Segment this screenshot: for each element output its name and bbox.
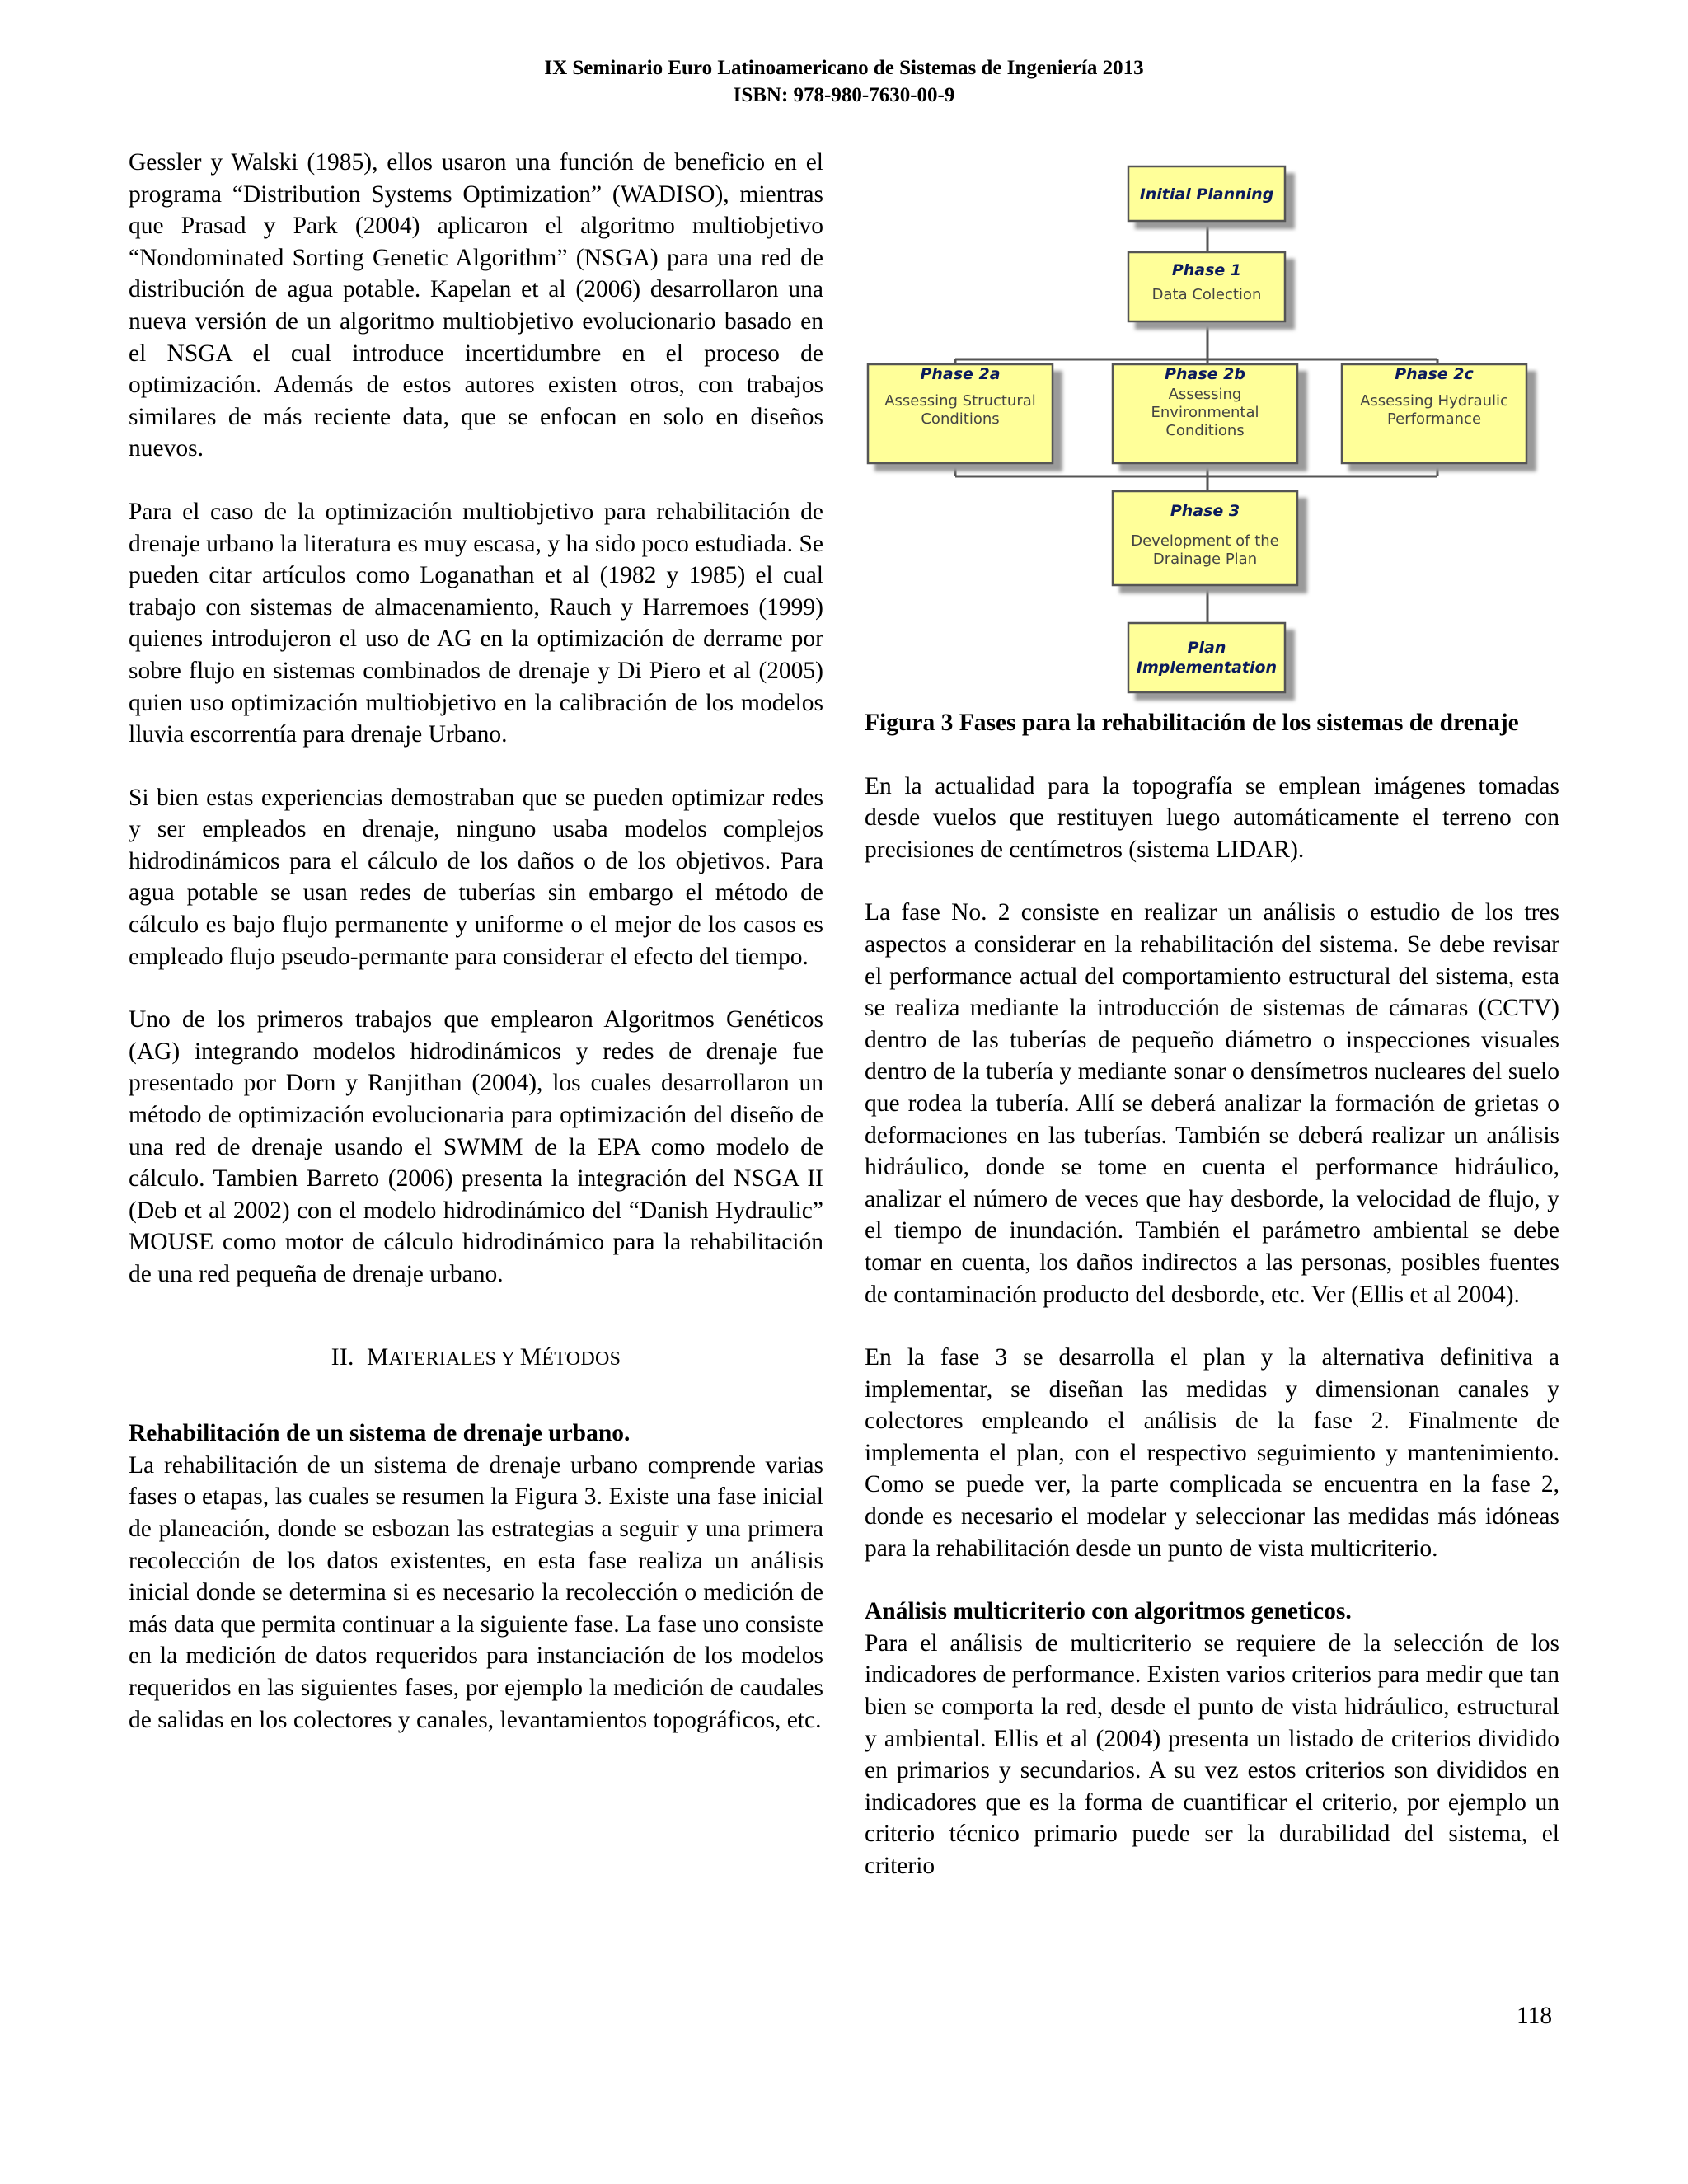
box-phase-1 <box>1128 252 1295 330</box>
right-column <box>865 707 1559 1882</box>
svg-text:Conditions: Conditions <box>1165 422 1245 439</box>
paragraph: Para el análisis de multicriterio se requiere de la selección de los indicadores de performance. Existen varios criterios para medir que tan bien se comporta la red, desde el punto de vista hidráulico, estructural y ambiental. Ellis et al (2004) presenta un listado de criterios dividido en primarios y secundarios. A su vez estos criterios son divididos en indicadores que es la forma de cuantificar el criterio, por ejemplo un criterio técnico primario puede ser la durabilidad del sistema, el criterio <box>865 1629 1559 1879</box>
svg-text:Conditions: Conditions <box>921 410 1000 428</box>
svg-text:Performance: Performance <box>1386 410 1482 428</box>
svg-text:Initial Planning: Initial Planning <box>1139 185 1274 204</box>
page-header <box>0 54 1688 109</box>
svg-text:Plan: Plan <box>1187 639 1226 657</box>
header-isbn: ISBN: 978-980-7630-00-9 <box>733 84 955 106</box>
box-phase-3 <box>1113 491 1307 593</box>
svg-text:Implementation: Implementation <box>1136 658 1278 677</box>
paragraph: En la fase 3 se desarrolla el plan y la alternativa definitiva a implementar, se diseñan las medidas y dimensionan canales y colectores empleando el análisis de la fase 2. Finalmente de implementa el plan, con el respectivo seguimiento y mantenimiento. Como se puede ver, la parte complicada se encuentra en la fase 2, donde es necesario el modelar y seleccionar las medidas más idóneas para la rehabilitación desde un punto de vista multicriterio. <box>865 1344 1559 1562</box>
svg-text:Assessing Hydraulic: Assessing Hydraulic <box>1360 392 1508 410</box>
box-phase-2a <box>868 364 1062 471</box>
paragraph: Gessler y Walski (1985), ellos usaron una función de beneficio en el programa “Distribution Systems Optimization” (WADISO), mientras que Prasad y Park (2004) aplicaron el algoritmo multiobjetivo “Nondominated Sorting Genetic Algorithm” (NSGA) para una red de distribución de agua potable. Kapelan et al (2006) desarrollaron una nueva versión de un algoritmo multiobjetivo evolucionario basado en el NSGA el cual introduce incertidumbre en el proceso de optimización. Además de estos autores existen otros, con trabajos similares de más reciente data, que se enfocan en solo en diseños nuevos. <box>129 149 823 462</box>
subsection-heading: Análisis multicriterio con algoritmos geneticos. <box>865 1598 1352 1625</box>
paragraph: Uno de los primeros trabajos que emplearon Algoritmos Genéticos (AG) integrando modelos hidrodinámicos y redes de drenaje fue presentado por Dorn y Ranjithan (2004), los cuales desarrollaron un método de optimización evolucionaria para optimización del diseño de una red de drenaje usando el SWMM de la EPA como modelo de cálculo. Tambien Barreto (2006) presenta la integración del NSGA II (Deb et al 2002) con el modelo hidrodinámico del “Danish Hydraulic” MOUSE como motor de cálculo hidrodinámico para la rehabilitación de una red pequeña de drenaje urbano. <box>129 1006 823 1287</box>
svg-text:Drainage Plan: Drainage Plan <box>1152 551 1258 568</box>
svg-text:Data Colection: Data Colection <box>1151 286 1262 303</box>
box-phase-2b <box>1113 364 1307 471</box>
figure-caption: Figura 3 Fases para la rehabilitación de los sistemas de drenaje <box>865 710 1519 736</box>
svg-text:Assessing: Assessing <box>1168 386 1242 403</box>
svg-text:Phase 2c: Phase 2c <box>1395 365 1474 383</box>
figure-3-flowchart <box>865 162 1559 705</box>
page-number: 118 <box>1517 2003 1553 2029</box>
paragraph: Para el caso de la optimización multiobjetivo para rehabilitación de drenaje urbano la literatura es muy escasa, y ha sido poco estudiada. Se pueden citar artículos como Loganathan et al (1982 y 1985) el cual trabajo con sistemas de almacenamiento, Rauch y Harremoes (1999) quienes introdujeron el uso de AG en la optimización de derrame por sobre flujo en sistemas combinados de drenaje y Di Piero et al (2005) quien uso optimización multiobjetivo en la calibración de los modelos lluvia escorrentía para drenaje Urbano. <box>129 498 823 748</box>
left-column <box>129 147 823 1736</box>
svg-text:Development of the: Development of the <box>1131 532 1279 550</box>
subsection-heading: Rehabilitación de un sistema de drenaje urbano. <box>129 1420 631 1447</box>
section-heading: II. MATERIALES Y MÉTODOS <box>331 1343 621 1371</box>
svg-text:Phase 3: Phase 3 <box>1170 502 1240 520</box>
svg-text:Environmental: Environmental <box>1151 404 1259 421</box>
svg-text:Phase 2a: Phase 2a <box>920 365 1001 383</box>
svg-text:Assessing Structural: Assessing Structural <box>884 392 1036 410</box>
paragraph: La rehabilitación de un sistema de drenaje urbano comprende varias fases o etapas, las cuales se resumen la Figura 3. Existe una fase inicial de planeación, donde se esbozan las estrategias a seguir y una primera recolección de los datos existentes, en esta fase realiza un análisis inicial donde se determina si es necesario la recolección o medición de más data que permita continuar a la siguiente fase. La fase uno consiste en la medición de datos requeridos para instanciación de los modelos requeridos en las siguientes fases, por ejemplo la medición de caudales de salidas en los colectores y canales, levantamientos topográficos, etc. <box>129 1451 823 1733</box>
header-conference-title: IX Seminario Euro Latinoamericano de Sistemas de Ingeniería 2013 <box>544 57 1144 79</box>
box-initial-planning <box>1128 166 1295 229</box>
svg-text:Phase 2b: Phase 2b <box>1165 365 1245 383</box>
paragraph: La fase No. 2 consiste en realizar un análisis o estudio de los tres aspectos a considerar en la rehabilitación del sistema. Se debe revisar el performance actual del comportamiento estructural del sistema, esta se realiza mediante la introducción de sistemas de cámaras (CCTV) dentro de las tuberías de pequeño diámetro o inspecciones visuales dentro de la tubería y mediante sonar o densímetros nucleares del suelo que rodea la tubería. Allí se deberá analizar la formación de grietas o deformaciones en las tuberías. También se deberá realizar un análisis hidráulico, donde se tome en cuenta el performance hidráulico, analizar el número de veces que hay desborde, la velocidad de flujo, y el tiempo de inundación. También el parámetro ambiental se debe tomar en cuenta, los daños indirectos a las personas, posibles fuentes de contaminación producto del desborde, etc. Ver (Ellis et al 2004). <box>865 899 1559 1308</box>
flowchart-svg <box>865 162 1559 705</box>
box-phase-2c <box>1342 364 1536 471</box>
box-plan-implementation <box>1128 623 1295 701</box>
svg-text:Phase 1: Phase 1 <box>1171 261 1242 279</box>
paragraph: Si bien estas experiencias demostraban que se pueden optimizar redes y ser empleados en drenaje, ninguno usaba modelos complejos hidrodinámicos para el cálculo de los daños o de los objetivos. Para agua potable se usan redes de tuberías sin embargo el método de cálculo es bajo flujo permanente y uniforme o el mejor de los casos es empleado flujo pseudo-permante para considerar el efecto del tiempo. <box>129 784 823 970</box>
paragraph: En la actualidad para la topografía se emplean imágenes tomadas desde vuelos que restituyen luego automáticamente el terreno con precisiones de centímetros (sistema LIDAR). <box>865 772 1559 863</box>
